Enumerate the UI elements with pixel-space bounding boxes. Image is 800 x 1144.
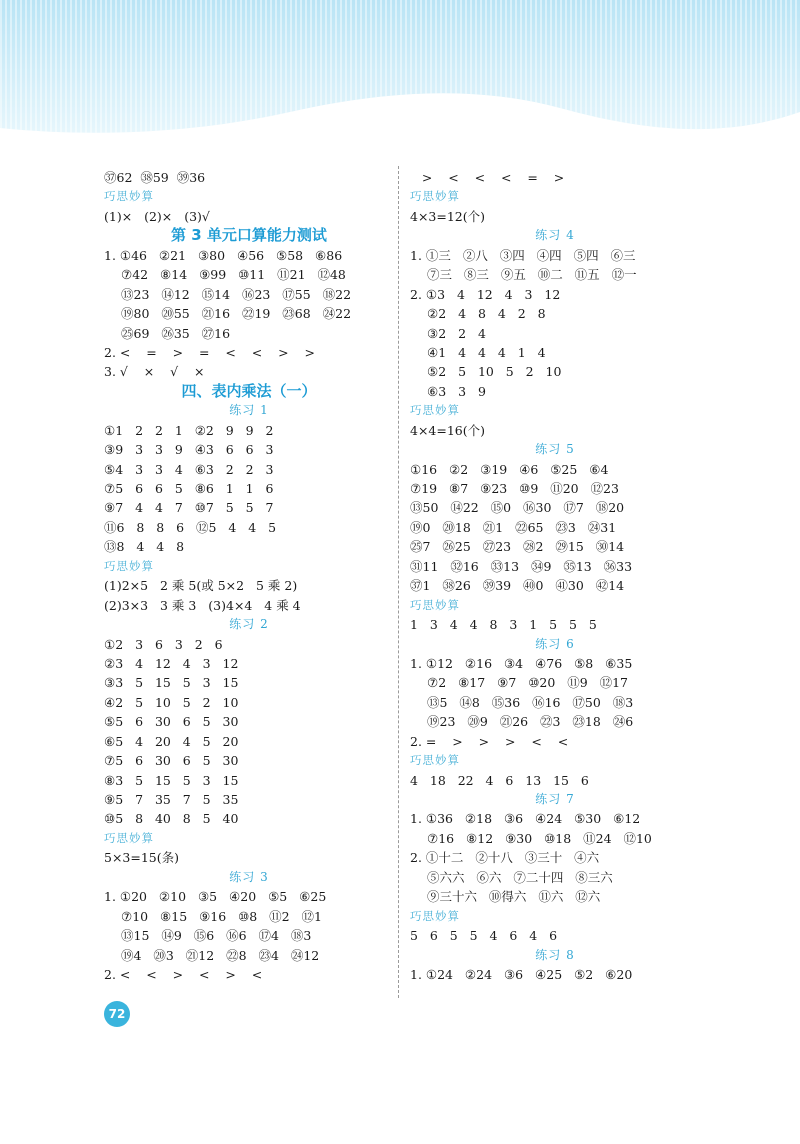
answer-line: ⑲23 ⑳9 ㉑26 ㉒3 ㉓18 ㉔6 <box>427 714 634 730</box>
answer-line: ⑬5 ⑭8 ⑮36 ⑯16 ⑰50 ⑱3 <box>427 694 634 710</box>
answer-line: ㉕7 ㉖25 ㉗23 ㉘2 ㉙15 ㉚14 <box>410 539 625 555</box>
answer-line: ⑨7 4 4 7 ⑩7 5 5 7 <box>104 500 274 516</box>
answer-line: ⑥3 3 9 <box>427 383 486 399</box>
answer-line: ⑦16 ⑧12 ⑨30 ⑩18 ⑪24 ⑫10 <box>427 830 652 846</box>
answer-line: ⑲4 ⑳3 ㉑12 ㉒8 ㉓4 ㉔12 <box>121 947 320 963</box>
answer-line: ⑬8 4 4 8 <box>104 539 185 555</box>
answer-line: ⑨5 7 35 7 5 35 <box>104 792 239 807</box>
section-heading: 四、表内乘法（一） <box>181 381 317 400</box>
answer-line: ⑦5 6 30 6 5 30 <box>104 753 239 769</box>
answer-line: ㊲1 ㊳26 ㊴39 ㊵0 ㊶30 ㊷14 <box>410 578 625 594</box>
answer-line: 4 18 22 4 6 13 15 6 <box>410 772 589 788</box>
section-tag: 巧思妙算 <box>104 189 154 204</box>
section-heading: 第 3 单元口算能力测试 <box>171 226 327 245</box>
answer-line: ⑦19 ⑧7 ⑨23 ⑩9 ⑪20 ⑫23 <box>410 481 619 496</box>
exercise-title: 练习 2 <box>229 617 269 632</box>
answer-line: ⑦10 ⑧15 ⑨16 ⑩8 ⑪2 ⑫1 <box>121 908 323 924</box>
answer-line: ①16 ②2 ③19 ④6 ⑤25 ⑥4 <box>410 461 609 477</box>
answer-line: ⑥5 4 20 4 5 20 <box>104 733 239 749</box>
answer-line: 2. ①3 4 12 4 3 12 <box>410 286 561 302</box>
page-number-badge: 72 <box>104 1001 130 1027</box>
answer-line: (1)2×5 2 乘 5(或 5×2 5 乘 2) <box>104 578 298 594</box>
section-tag: 巧思妙算 <box>410 597 460 612</box>
section-tag: 巧思妙算 <box>410 189 460 204</box>
answer-line: ⑬15 ⑭9 ⑮6 ⑯6 ⑰4 ⑱3 <box>121 928 312 944</box>
answer-line: ⑧3 5 15 5 3 15 <box>104 772 239 788</box>
header-wave-banner <box>0 0 800 150</box>
answer-line: ⑦2 ⑧17 ⑨7 ⑩20 ⑪9 ⑫17 <box>427 675 629 691</box>
answer-line: 3. √ × √ × <box>104 364 205 380</box>
answer-line: ⑬50 ⑭22 ⑮0 ⑯30 ⑰7 ⑱20 <box>410 500 625 516</box>
answer-line: ㉛11 ㉜16 ㉝13 ㉞9 ㉟13 ㊱33 <box>410 558 633 574</box>
answer-line: ③9 3 3 9 ④3 6 6 3 <box>104 442 274 458</box>
answer-line: ①1 2 2 1 ②2 9 9 2 <box>104 422 274 438</box>
exercise-title: 练习 4 <box>535 228 575 243</box>
answer-line: 5×3=15(条) <box>104 850 180 866</box>
answer-line: (2)3×3 3 乘 3 (3)4×4 4 乘 4 <box>104 597 301 613</box>
answer-line: ②2 4 8 4 2 8 <box>427 306 546 322</box>
answer-line: 2. < < > < > < <box>104 966 263 982</box>
answer-line: ③2 2 4 <box>427 325 486 341</box>
section-tag: 巧思妙算 <box>104 558 154 573</box>
exercise-title: 练习 7 <box>535 792 575 806</box>
answer-line: 1 3 4 4 8 3 1 5 5 5 <box>410 617 597 633</box>
answer-line: ⑦5 6 6 5 ⑧6 1 1 6 <box>104 481 274 496</box>
answer-line: ③3 5 15 5 3 15 <box>104 675 239 691</box>
answer-line: 1. ①三 ②八 ③四 ④四 ⑤四 ⑥三 <box>410 247 636 263</box>
answer-line: > < < < = > <box>410 170 565 185</box>
answer-line: ⑲80 ⑳55 ㉑16 ㉒19 ㉓68 ㉔22 <box>121 306 352 322</box>
answer-line: ④2 5 10 5 2 10 <box>104 694 239 710</box>
answer-line: 1. ①46 ②21 ③80 ④56 ⑤58 ⑥86 <box>104 247 343 263</box>
answer-line: ⑦42 ⑧14 ⑨99 ⑩11 ⑪21 ⑫48 <box>121 267 346 283</box>
answer-line: ②3 4 12 4 3 12 <box>104 655 239 671</box>
section-tag: 巧思妙算 <box>410 908 460 923</box>
section-tag: 巧思妙算 <box>410 753 460 768</box>
exercise-title: 练习 1 <box>229 403 269 418</box>
exercise-title: 练习 6 <box>535 636 575 651</box>
answer-line: 1. ①20 ②10 ③5 ④20 ⑤5 ⑥25 <box>104 889 327 905</box>
answer-line: 2. ①十二 ②十八 ③三十 ④六 <box>410 850 600 866</box>
answer-line: ⑦三 ⑧三 ⑨五 ⑩二 ⑪五 ⑫一 <box>427 267 637 283</box>
answer-line: ⑤4 3 3 4 ⑥3 2 2 3 <box>104 461 274 477</box>
answer-line: 1. ①36 ②18 ③6 ④24 ⑤30 ⑥12 <box>410 811 641 827</box>
exercise-title: 练习 8 <box>535 947 575 962</box>
answer-line: ㉕69 ㉖35 ㉗16 <box>121 325 231 341</box>
answer-line: 4×4=16(个) <box>410 422 486 438</box>
answer-line: 1. ①12 ②16 ③4 ④76 ⑤8 ⑥35 <box>410 655 633 671</box>
answer-line: ⑤2 5 10 5 2 10 <box>427 364 562 380</box>
exercise-title: 练习 3 <box>229 869 269 884</box>
answer-line: ⑬23 ⑭12 ⑮14 ⑯23 ⑰55 ⑱22 <box>121 286 352 302</box>
column-divider <box>398 166 399 998</box>
right-answer-column <box>410 168 700 984</box>
answer-line: 2. < = > = < < > > <box>104 344 315 360</box>
answer-line: ㊲62 ㊳59 ㊴36 <box>104 170 206 185</box>
answer-line: ⑤六六 ⑥六 ⑦二十四 ⑧三六 <box>427 869 613 885</box>
answer-line: 1. ①24 ②24 ③6 ④25 ⑤2 ⑥20 <box>410 966 633 982</box>
answer-line: ⑪6 8 8 6 ⑫5 4 4 5 <box>104 519 277 535</box>
answer-line: 2. = > > > < < <box>410 733 569 749</box>
answer-line: (1)× (2)× (3)√ <box>104 208 210 224</box>
answer-line: ①2 3 6 3 2 6 <box>104 636 223 652</box>
answer-line: ⑩5 8 40 8 5 40 <box>104 811 239 827</box>
answer-line: ④1 4 4 4 1 4 <box>427 344 546 360</box>
answer-line: 5 6 5 5 4 6 4 6 <box>410 928 558 944</box>
exercise-title: 练习 5 <box>535 442 575 457</box>
answer-line: ⑤5 6 30 6 5 30 <box>104 714 239 730</box>
left-answer-column <box>104 168 394 984</box>
section-tag: 巧思妙算 <box>104 830 154 845</box>
section-tag: 巧思妙算 <box>410 403 460 418</box>
answer-line: 4×3=12(个) <box>410 208 486 224</box>
answer-line: ⑲0 ⑳18 ㉑1 ㉒65 ㉓3 ㉔31 <box>410 519 617 535</box>
answer-line: ⑨三十六 ⑩得六 ⑪六 ⑫六 <box>427 889 601 905</box>
